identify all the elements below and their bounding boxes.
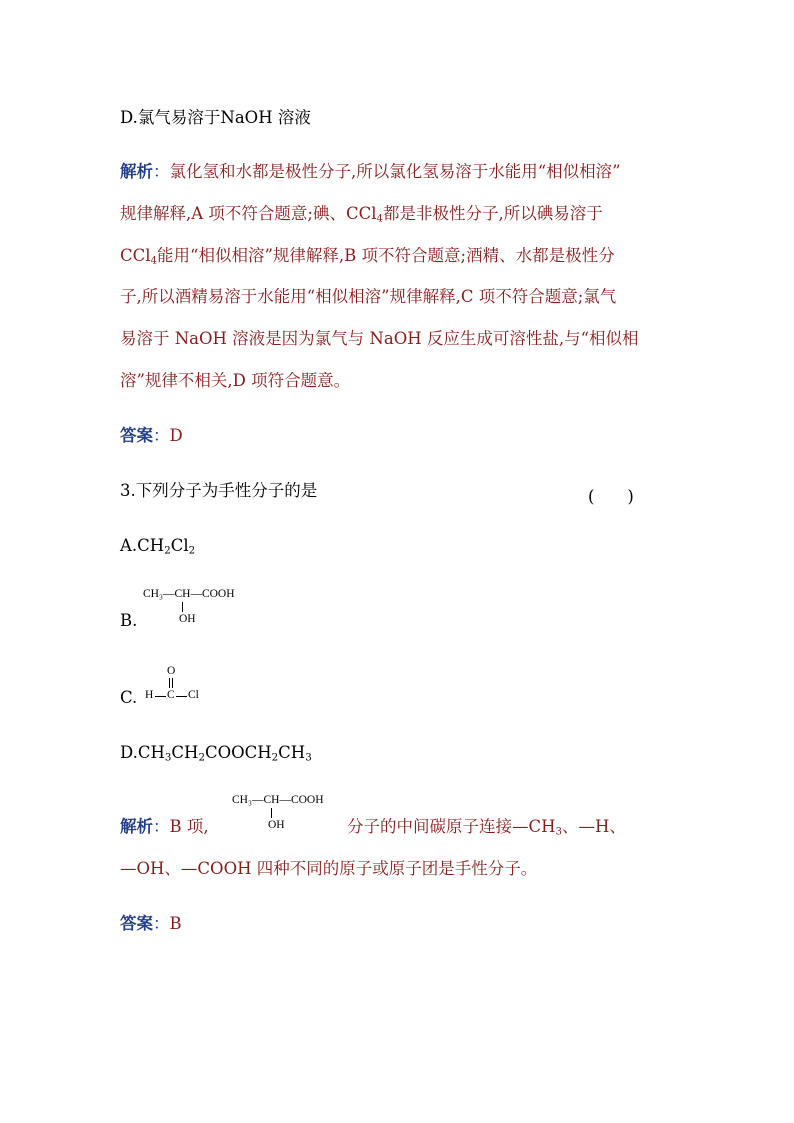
answer-colon: ： [153,914,170,933]
option-c-oxygen: O [167,665,176,677]
option-b-structure-oh: OH [179,613,196,625]
option-c-h: H [145,689,154,701]
analysis-colon: ： [153,817,170,836]
option-b-label: B. [120,611,138,630]
answer-label: 答案 [120,914,153,933]
analysis-2-structure-top: CH₃—CH—COOH [232,794,324,806]
option-c-label: C. [120,688,138,707]
analysis-1-line-6: 溶”规律不相关,D 项符合题意。 [120,371,351,390]
option-c-double-bond-2 [172,678,173,688]
answer-1 [120,428,183,445]
analysis-text: 规律解释,A 项不符合题意;碘、 [120,204,346,223]
analysis-2-line-2: —OH、—COOH 四种不同的原子或原子团是手性分子。 [120,859,538,878]
question-3-stem: 3.下列分子为手性分子的是 [120,481,318,500]
option-c-cl: Cl [188,689,199,701]
analysis-colon: ： [153,162,170,181]
option-c-carbon: C [167,689,175,701]
option-b-bond [182,602,183,612]
option-c-bond-left [155,696,166,697]
analysis-2-line-1 [120,819,209,836]
option-d: $D.CH_3CH_2COOCH_2CH_3$ [120,743,312,764]
analysis-label: 解析 [120,162,153,181]
analysis-1-line-3 [120,248,615,267]
analysis-1-line-2 [120,206,603,225]
answer-parenthesis: ( ) [588,487,634,506]
analysis-1-line-5: 易溶于 NaOH 溶液是因为氯气与 NaOH 反应生成可溶性盐,与“相似相 [120,329,639,348]
ccl4-formula: CCl$_4$ [120,246,158,267]
analysis-2-structure-bond [271,808,272,818]
analysis-text: 都是非极性分子,所以碘易溶于 [383,204,603,223]
analysis-text: 氯化氢和水都是极性分子,所以氯化氢易溶于水能用“相似相溶” [169,162,621,181]
analysis-2-line-1-rest: 分子的中间碳原子连接$—CH_3$、—H、 [347,817,626,838]
answer-label: 答案 [120,426,153,445]
ccl4-formula: CCl$_4$ [345,204,384,225]
analysis-1-line-1 [120,164,621,181]
answer-colon: ： [153,426,170,445]
answer-2 [120,916,182,933]
analysis-text: 能用“相似相溶”规律解释,B 项不符合题意;酒精、水都是极性分 [157,246,615,265]
analysis-1-line-4: 子,所以酒精易溶于水能用“相似相溶”规律解释,C 项不符合题意;氯气 [120,287,617,306]
option-a: $A.CH_2Cl_2$ [120,536,196,557]
option-d-previous: D.氯气易溶于NaOH 溶液 [120,108,311,127]
answer-value: D [169,426,183,445]
analysis-2-structure-oh: OH [268,819,285,831]
option-b-structure-top: CH₃—CH—COOH [143,588,235,600]
analysis-label: 解析 [120,817,153,836]
option-c-double-bond-1 [169,678,170,688]
analysis-text: B 项, [169,817,209,836]
answer-value: B [169,914,182,933]
option-c-bond-right [176,696,187,697]
